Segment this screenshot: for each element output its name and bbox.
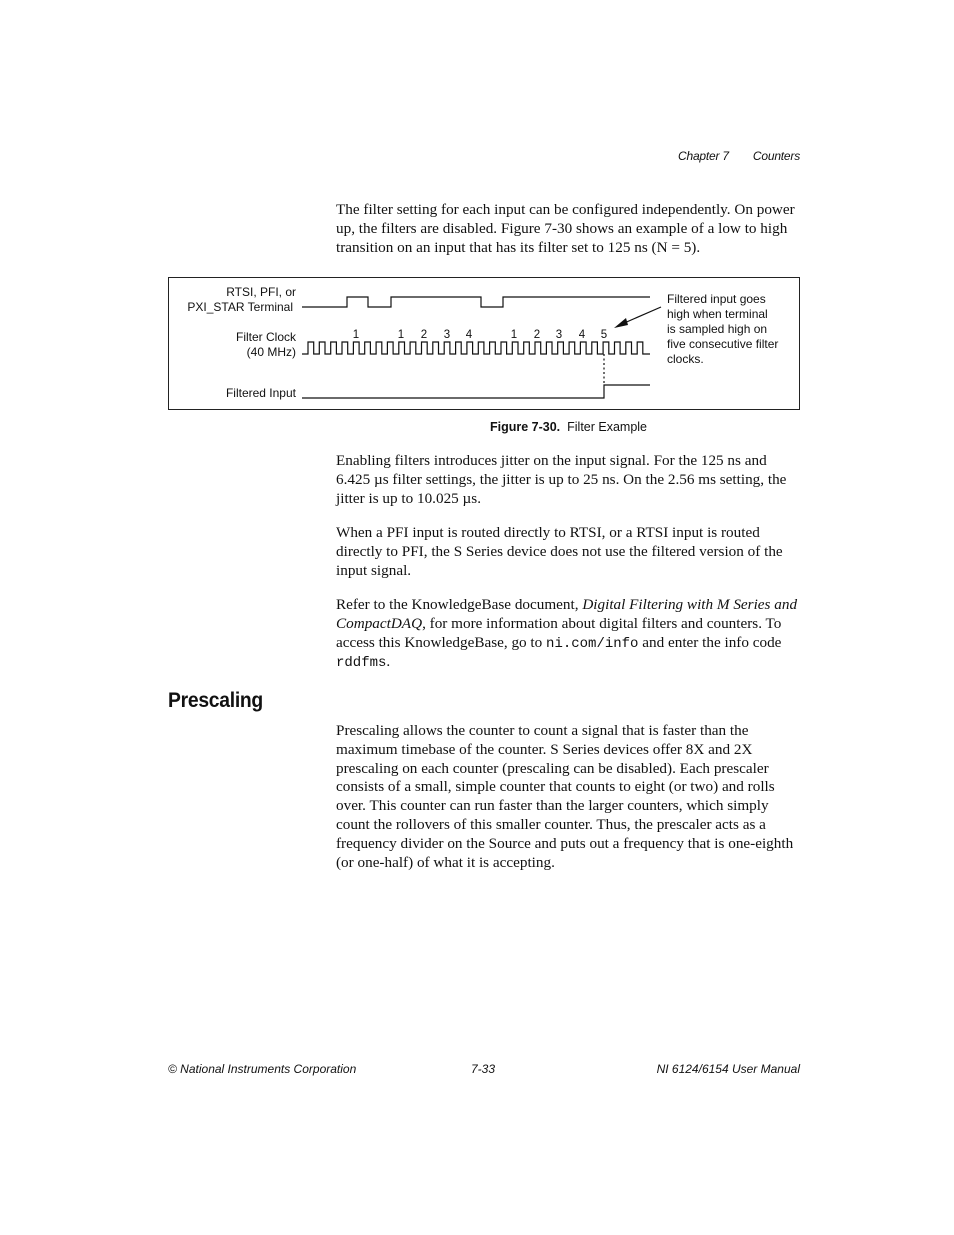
terminal-signal-trace	[302, 297, 650, 307]
paragraph-routing: When a PFI input is routed directly to RTSI, or a RTSI input is routed directly to PFI, the S Series device does not use the filtered version of the input signal.	[336, 524, 783, 579]
annotation-text	[667, 292, 778, 366]
footer-manual-title: NI 6124/6154 User Manual	[656, 1062, 800, 1076]
figure-title: Filter Example	[567, 420, 648, 434]
footer-page-number: 7-33	[471, 1062, 496, 1076]
label-clock-line1: Filter Clock	[235, 330, 296, 344]
filter-clock-trace	[302, 342, 650, 354]
annotation-line: is sampled high on	[667, 322, 768, 336]
figure-filter-example	[168, 277, 800, 410]
section-heading-prescaling: Prescaling	[168, 689, 263, 712]
clock-count: 1	[510, 329, 518, 341]
paragraph-jitter: Enabling filters introduces jitter on the input signal. For the 125 ns and 6.425 µs filter settings, the jitter is up to 25 ns. On the 2.56 ms setting, the jitter is up to 10.025 µs.	[336, 452, 787, 507]
annotation-line: Filtered input goes	[667, 292, 766, 306]
clock-count: 3	[555, 329, 563, 341]
figure-caption	[490, 420, 647, 434]
footer-copyright: © National Instruments Corporation	[168, 1062, 357, 1076]
timing-diagram	[169, 278, 799, 409]
figure-number: Figure 7-30.	[490, 420, 561, 434]
paragraph-knowledgebase	[336, 596, 802, 673]
label-filtered-input: Filtered Input	[225, 386, 296, 400]
kb-text-before: Refer to the KnowledgeBase document,	[336, 596, 583, 613]
annotation-leader-line	[622, 307, 661, 324]
filtered-input-trace	[302, 385, 650, 398]
clock-count: 2	[533, 329, 541, 341]
clock-count: 5	[600, 329, 608, 341]
running-header	[678, 149, 800, 163]
clock-count: 4	[465, 329, 473, 341]
paragraph-filter-setting: The filter setting for each input can be configured independently. On power up, the filters are disabled. Figure 7-30 shows an example of a low to high transition on an input that has its filter set to 125 ns (N = 5).	[336, 201, 795, 256]
header-chapter: Chapter 7	[678, 149, 729, 163]
kb-text-after-url: and enter the info code	[638, 633, 782, 651]
header-section: Counters	[752, 149, 800, 163]
kb-text-end: .	[386, 653, 391, 671]
kb-text-middle: , for more information about digital filters and counters. To access this KnowledgeBase, go to	[336, 614, 782, 651]
kb-url: ni.com/info	[546, 635, 639, 652]
clock-count: 4	[578, 329, 586, 341]
label-clock-line2: (40 MHz)	[246, 345, 296, 359]
annotation-line: clocks.	[667, 352, 704, 366]
label-terminal-line1: RTSI, PFI, or	[226, 285, 296, 299]
clock-count-labels	[353, 329, 607, 341]
kb-info-code: rddfms	[336, 655, 387, 672]
label-terminal-line2: PXI_STAR Terminal	[187, 300, 293, 314]
annotation-line: high when terminal	[667, 307, 768, 321]
annotation-line: five consecutive filter	[667, 337, 779, 351]
annotation-arrowhead	[614, 318, 628, 328]
clock-count: 1	[352, 329, 360, 341]
kb-document-title: Digital Filtering with M Series and CompactDAQ	[336, 596, 798, 632]
clock-count: 2	[420, 329, 428, 341]
paragraph-prescaling: Prescaling allows the counter to count a signal that is faster than the maximum timebase of the counter. S Series devices offer 8X and 2X prescaling on each counter (prescaling can be disabled). Each prescaler consists of a small, simple counter that counts to eight (or two) and rolls over. This counter can run faster than the larger counters, which simply count the rollovers of this smaller counter. Thus, the prescaler acts as a frequency divider on the Source and puts out a frequency that is one-eighth (or one-half) of what it is accepting.	[336, 722, 794, 871]
clock-count: 1	[397, 329, 405, 341]
clock-count: 3	[443, 329, 451, 341]
